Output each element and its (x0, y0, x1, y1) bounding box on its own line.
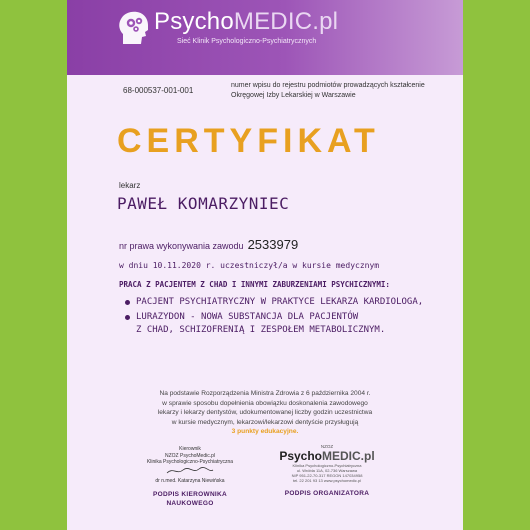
label-line: NAUKOWEGO (166, 500, 214, 507)
brand-part1: Psycho (154, 8, 234, 35)
header-banner (67, 0, 463, 75)
certificate-page (67, 0, 463, 530)
stamp-line: NIP 951-22-70-317 REGON 147034958 (291, 473, 363, 478)
stamp-line: dr n.med. Katarzyna Niewińska (155, 477, 225, 484)
bullet-icon (125, 315, 130, 320)
basis-line: Na podstawie Rozporządzenia Ministra Zdrowia z 6 października 2004 r. (159, 390, 371, 397)
organizer-stamp (272, 444, 382, 483)
bullet-icon (125, 300, 130, 305)
license-number: 2533979 (247, 237, 299, 252)
organizer-brand (272, 449, 382, 463)
director-signature-icon (165, 466, 215, 476)
stamp-line: NZOZ (320, 444, 334, 449)
director-signature-label (140, 490, 240, 508)
basis-line: lekarzy i lekarzy dentystów, udokumentowanej liczby godzin uczestnictwa (157, 409, 373, 416)
registry-note: numer wpisu do rejestru podmiotów prowadzących kształcenie Okręgowej Izby Lekarskiej w Warszawie (231, 82, 425, 99)
topic-line: PACJENT PSYCHIATRYCZNY W PRAKTYCE LEKARZA KARDIOLOGA, (136, 297, 424, 307)
legal-basis (67, 389, 463, 437)
label-line: PODPIS KIEROWNIKA (152, 491, 228, 498)
list-item (125, 296, 455, 309)
participation-date-line: w dniu 10.11.2020 r. uczestniczył/a w kursie medycznym (119, 261, 380, 270)
stamp-line: tel. 22 201 93 13 www.psychomedic.pl (292, 478, 362, 483)
registry-number: 68-000537-001-001 (123, 86, 194, 95)
stamp-line: NZOZ PsychoMedic.pl (164, 452, 215, 459)
brand-logo (154, 8, 338, 36)
stamp-line: Klinika Psychologiczno-Psychiatryczna (146, 459, 234, 465)
brand-subtitle: Sieć Klinik Psychologiczno-Psychiatrycznych (177, 38, 317, 45)
license-label: nr prawa wykonywania zawodu (119, 241, 244, 251)
topic-line: LURAZYDON - NOWA SUBSTANCJA DLA PACJENTÓW (136, 312, 359, 322)
recipient-name: PAWEŁ KOMARZYNIEC (117, 194, 290, 213)
course-topics (125, 296, 455, 339)
basis-line: w kursie medycznym, lekarzowi/lekarzowi dentyście przysługują (171, 418, 359, 426)
director-stamp (135, 446, 245, 484)
stamp-line: Kierownik (179, 446, 201, 452)
organizer-signature-label: PODPIS ORGANIZATORA (284, 490, 370, 497)
education-points: 3 punkty edukacyjne. (231, 428, 299, 435)
brand-part2: MEDIC.pl (233, 8, 339, 35)
license-line (119, 237, 298, 252)
organizer-brand-part2: MEDIC.pl (322, 449, 375, 463)
topic-line: Z CHAD, SCHIZOFRENIĄ I ZESPOŁEM METABOLICZNYM. (136, 325, 386, 335)
basis-line: w sprawie sposobu dopełnienia obowiązku doskonalenia zawodowego (162, 399, 368, 407)
organizer-brand-part1: Psycho (279, 449, 322, 463)
list-item (125, 311, 455, 337)
recipient-role: lekarz (119, 181, 141, 190)
certificate-title: CERTYFIKAT (117, 122, 380, 160)
head-gears-icon (117, 10, 149, 46)
course-title: PRACA Z PACJENTEM Z CHAD I INNYMI ZABURZENIAMI PSYCHICZNYMI: (119, 280, 390, 289)
stamp-line: Klinika Psychologiczno-Psychiatryczna (292, 463, 362, 468)
stamp-line: ul. Wróbla 11A, 02-736 Warszawa (296, 468, 358, 473)
